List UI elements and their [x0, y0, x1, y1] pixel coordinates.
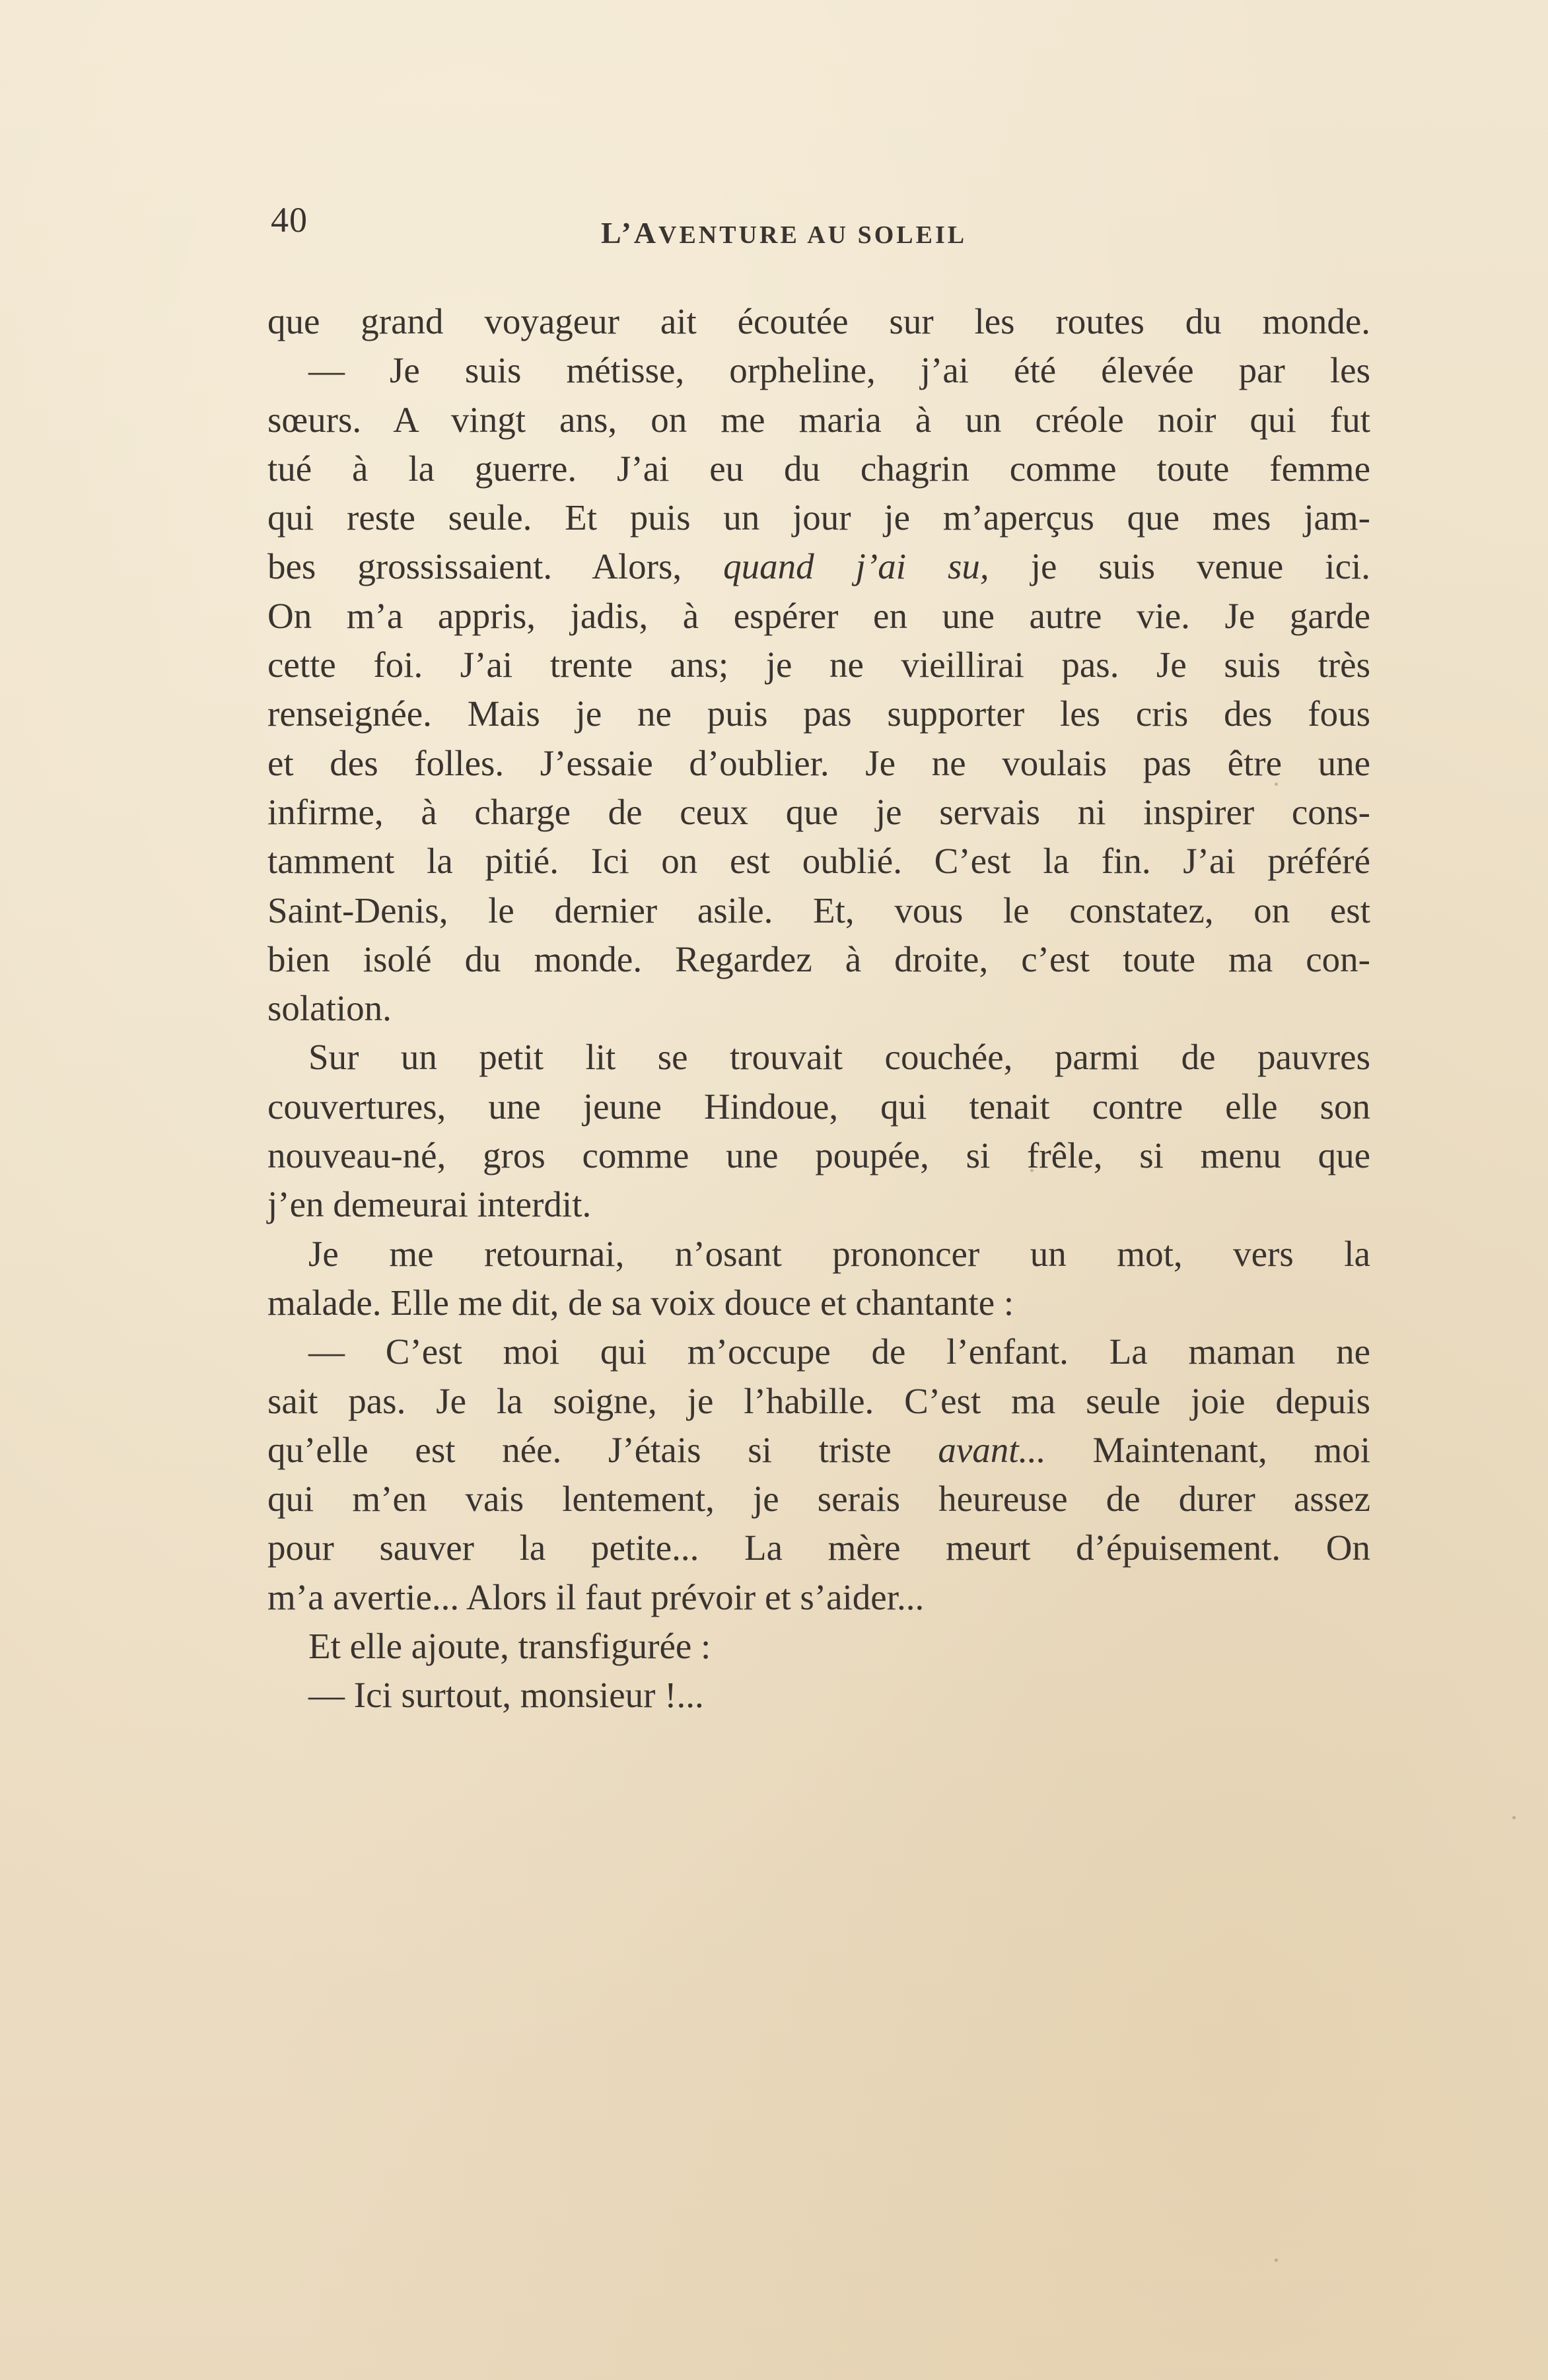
- italic-segment: quand j’ai su,: [723, 546, 989, 587]
- text-line: — C’est moi qui m’occupe de l’enfant. La maman ne: [308, 1331, 1370, 1372]
- text-line: — Ici surtout, monsieur !...: [308, 1675, 704, 1716]
- text-line: couvertures, une jeune Hindoue, qui tenait contre elle son: [267, 1086, 1370, 1127]
- text-line: qui reste seule. Et puis un jour je m’aperçus que mes jam-: [267, 497, 1370, 538]
- paper-speck: [1512, 1816, 1516, 1819]
- text-line: On m’a appris, jadis, à espérer en une autre vie. Je garde: [267, 595, 1370, 636]
- text-line: sait pas. Je la soigne, je l’habille. C’est ma seule joie depuis: [267, 1380, 1370, 1421]
- text-segment: bes grossissaient. Alors,: [267, 546, 682, 587]
- page-number: 40: [271, 200, 308, 240]
- text-line: [267, 542, 1370, 591]
- text-line: Sur un petit lit se trouvait couchée, parmi de pauvres: [308, 1037, 1370, 1078]
- text-line: j’en demeurai interdit.: [267, 1184, 592, 1225]
- paper-speck: [1275, 2258, 1278, 2262]
- running-head-prefix: L’A: [601, 216, 658, 250]
- text-line: renseignée. Mais je ne puis pas supporter les cris des fous: [267, 693, 1370, 734]
- text-line: [267, 1426, 1370, 1475]
- running-head-rest: VENTURE AU SOLEIL: [658, 221, 968, 249]
- text-line: Je me retournai, n’osant prononcer un mot, vers la: [308, 1233, 1370, 1274]
- text-line: m’a avertie... Alors il faut prévoir et s’aider...: [267, 1576, 925, 1617]
- text-line: tamment la pitié. Ici on est oublié. C’est la fin. J’ai préféré: [267, 841, 1370, 882]
- text-line: et des folles. J’essaie d’oublier. Je ne voulais pas être une: [267, 742, 1370, 783]
- text-line: que grand voyageur ait écoutée sur les routes du monde.: [267, 301, 1370, 341]
- body-text: [267, 297, 1370, 1720]
- text-line: — Je suis métisse, orpheline, j’ai été élevée par les: [308, 350, 1370, 391]
- italic-segment: avant...: [938, 1429, 1046, 1470]
- text-segment: je suis venue ici.: [1030, 546, 1371, 587]
- text-line: qui m’en vais lentement, je serais heureuse de durer assez: [267, 1479, 1370, 1520]
- text-line: nouveau-né, gros comme une poupée, si frêle, si menu que: [267, 1135, 1370, 1176]
- text-line: solation.: [267, 988, 392, 1029]
- text-line: infirme, à charge de ceux que je servais ni inspirer cons-: [267, 791, 1370, 832]
- text-line: sœurs. A vingt ans, on me maria à un créole noir qui fut: [267, 399, 1370, 440]
- text-line: tué à la guerre. J’ai eu du chagrin comme toute femme: [267, 448, 1370, 489]
- text-line: cette foi. J’ai trente ans; je ne vieillirai pas. Je suis très: [267, 645, 1370, 685]
- text-line: Saint-Denis, le dernier asile. Et, vous le constatez, on est: [267, 890, 1370, 930]
- text-line: Et elle ajoute, transfigurée :: [308, 1626, 711, 1667]
- text-segment: Maintenant, moi: [1092, 1429, 1371, 1470]
- text-line: bien isolé du monde. Regardez à droite, c’est toute ma con-: [267, 938, 1370, 979]
- text-line: malade. Elle me dit, de sa voix douce et chantante :: [267, 1282, 1014, 1323]
- text-segment: qu’elle est née. J’étais si triste: [267, 1429, 892, 1470]
- running-head: [601, 215, 967, 250]
- text-line: pour sauver la petite... La mère meurt d’épuisement. On: [267, 1527, 1370, 1568]
